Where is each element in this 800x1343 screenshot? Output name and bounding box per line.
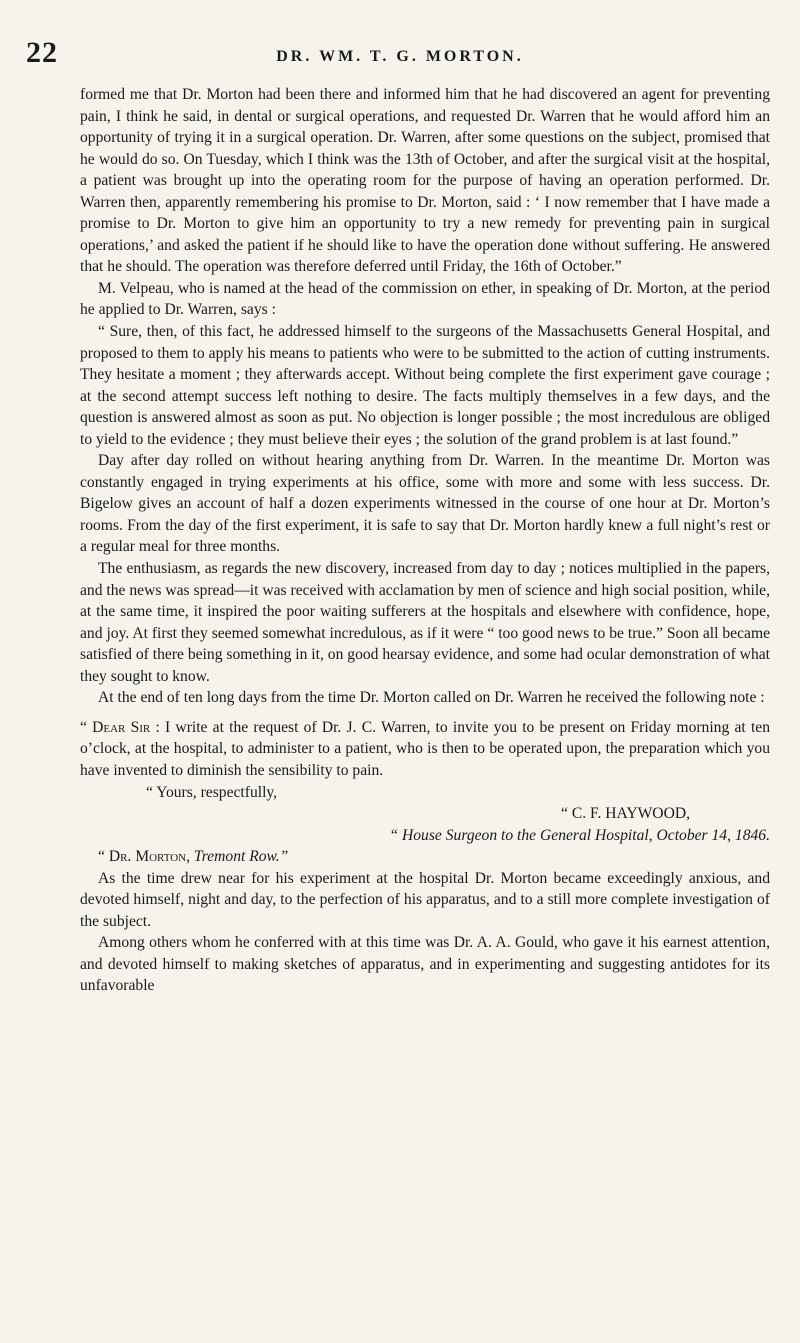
paragraph: formed me that Dr. Morton had been there and informed him that he had discovered an agent for preventing pain, I think he said, in dental or surgical operations, and requested Dr. Warren that he would afford him an opportunity of trying it in a surgical operation. Dr. Warren, after some questions on the subject, promised that he would do so. On Tuesday, which I think was the 13th of October, and after the surgical visit at the hospital, a patient was brought up into the operating room for the purpose of having an operation performed. Dr. Warren then, apparently remembering his promise to Dr. Morton, said : ‘ I now remember that I have made a promise to Dr. Morton to give him an opportunity to try a new remedy for preventing pain in surgical operations,’ and asked the patient if he should like to have the operation done without suffering. He answered that he should. The operation was therefore deferred until Friday, the 16th of October.” (80, 86, 770, 276)
letter-note (80, 717, 770, 868)
letter-text: : I write at the request of Dr. J. C. Warren, to invite you to be present on Friday morning at ten o’clock, at the hospital, to administer to a patient, who is then to be operated upon, the preparation which you have invented to diminish the sensibility to pain. (80, 718, 770, 779)
paragraph: The enthusiasm, as regards the new discovery, increased from day to day ; notices multiplied in the papers, and the news was spread—it was received with acclamation by men of science and high social position, while, at the same time, it inspired the poor waiting sufferers at the hospitals and elsewhere with confidence, hope, and joy. At first they seemed somewhat incredulous, as if it were “ too good news to be true.” Soon all became satisfied of there being something in it, on good hearsay evidence, and some had ocular demonstration of what they sought to know. (80, 560, 770, 685)
paragraph: M. Velpeau, who is named at the head of the commission on ether, in speaking of Dr. Morton, at the period he applied to Dr. Warren, says : (80, 279, 770, 319)
page-number: 22 (26, 36, 58, 69)
paragraph: Among others whom he conferred with at this time was Dr. A. A. Gould, who gave it his earnest attention, and devoted himself to making sketches of apparatus, and in experimenting and suggesting antidotes for its unfavorable (80, 934, 770, 995)
addressee-place: Tremont Row.” (190, 848, 289, 866)
letter-signature-title: “ House Surgeon to the General Hospital, October 14, 1846. (389, 826, 770, 844)
paragraph: Day after day rolled on without hearing anything from Dr. Warren. In the meantime Dr. Morton was constantly engaged in trying experiments at his office, some with more and some with less success. Dr. Bigelow gives an account of half a dozen experiments witnessed in the course of one hour at Dr. Morton’s rooms. From the day of the first experiment, it is safe to say that Dr. Morton hardly knew a full night’s rest or a regular meal for three months. (80, 452, 770, 556)
running-head: DR. WM. T. G. MORTON. (276, 48, 524, 65)
paragraph: As the time drew near for his experiment at the hospital Dr. Morton became exceedingly anxious, and devoted himself, night and day, to the perfection of his apparatus, and to a still more complete investigation of the subject. (80, 869, 770, 930)
letter-salutation: “ Dear Sir (80, 718, 151, 736)
addressee-name: “ Dr. Morton, (98, 848, 191, 866)
quoted-paragraph: “ Sure, then, of this fact, he addressed himself to the surgeons of the Massachusetts General Hospital, and proposed to them to apply his means to patients who were to be submitted to the action of cutting instruments. They hesitate a moment ; they afterwards accept. Without being complete the first experiment gave courage ; at the second attempt success left nothing to desire. The facts multiply themselves in a few days, and the question is answered almost as soon as put. No objection is longer possible ; the most incredulous are obliged to yield to the evidence ; they must believe their eyes ; the solution of the grand problem is at last found.” (80, 323, 770, 448)
letter-signature: “ C. F. HAYWOOD, (561, 805, 690, 823)
letter-body (80, 717, 770, 782)
letter-addressee (80, 846, 770, 868)
paragraph: At the end of ten long days from the time Dr. Morton called on Dr. Warren he received the following note : (98, 689, 765, 707)
letter-closing: “ Yours, respectfully, (146, 783, 278, 801)
body-text (80, 84, 770, 997)
